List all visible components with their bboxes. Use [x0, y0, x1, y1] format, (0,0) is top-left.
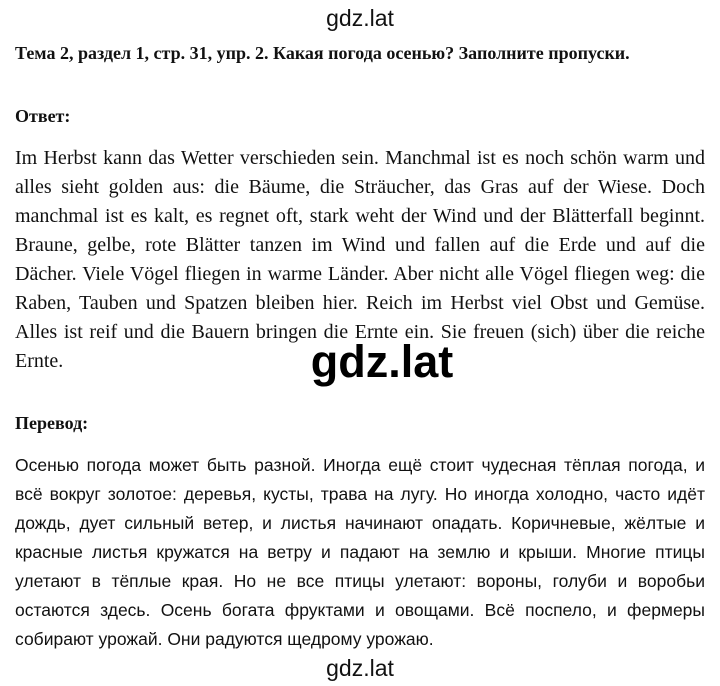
- answer-label: Ответ:: [15, 106, 71, 126]
- watermark-middle: gdz.lat: [310, 336, 454, 387]
- translation-label: Перевод:: [15, 413, 89, 433]
- watermark-top: gdz.lat: [326, 5, 394, 31]
- exercise-title: Тема 2, раздел 1, стр. 31, упр. 2. Какая погода осенью? Заполните пропуски.: [15, 43, 630, 63]
- watermark-bottom: gdz.lat: [326, 655, 394, 681]
- translation-text: Осенью погода может быть разной. Иногда ещё стоит чудесная тёплая погода, и всё вокруг золотое: деревья, кусты, трава на лугу. Но иногда холодно, часто идёт дождь, дует сильный ветер, и листья начинают опадать. Коричневые, жёлтые и красные листья кружатся на ветру и падают на землю и крыши. Многие птицы улетают в тёплые края. Но не все птицы улетают: вороны, голуби и воробьи остаются здесь. Осень богата фруктами и овощами. Всё поспело, и фермеры собирают урожай. Они радуются щедрому урожаю.: [15, 455, 705, 649]
- answer-text: Im Herbst kann das Wetter verschieden sein. Manchmal ist es noch schön warm und alles sieht golden aus: die Bäume, die Sträucher, das Gras auf der Wiese. Doch manchmal ist es kalt, es regnet oft, stark weht der Wind und der Blätterfall beginnt. Braune, gelbe, rote Blätter tanzen im Wind und fallen auf die Erde und auf die Dächer. Viele Vögel fliegen in warme Länder. Aber nicht alle Vögel fliegen weg: die Raben, Tauben und Spatzen bleiben hier. Reich im Herbst viel Obst und Gemüse. Alles ist reif und die Bauern bringen die Ernte ein. Sie freuen (sich) über die reiche Ernte.: [15, 147, 705, 372]
